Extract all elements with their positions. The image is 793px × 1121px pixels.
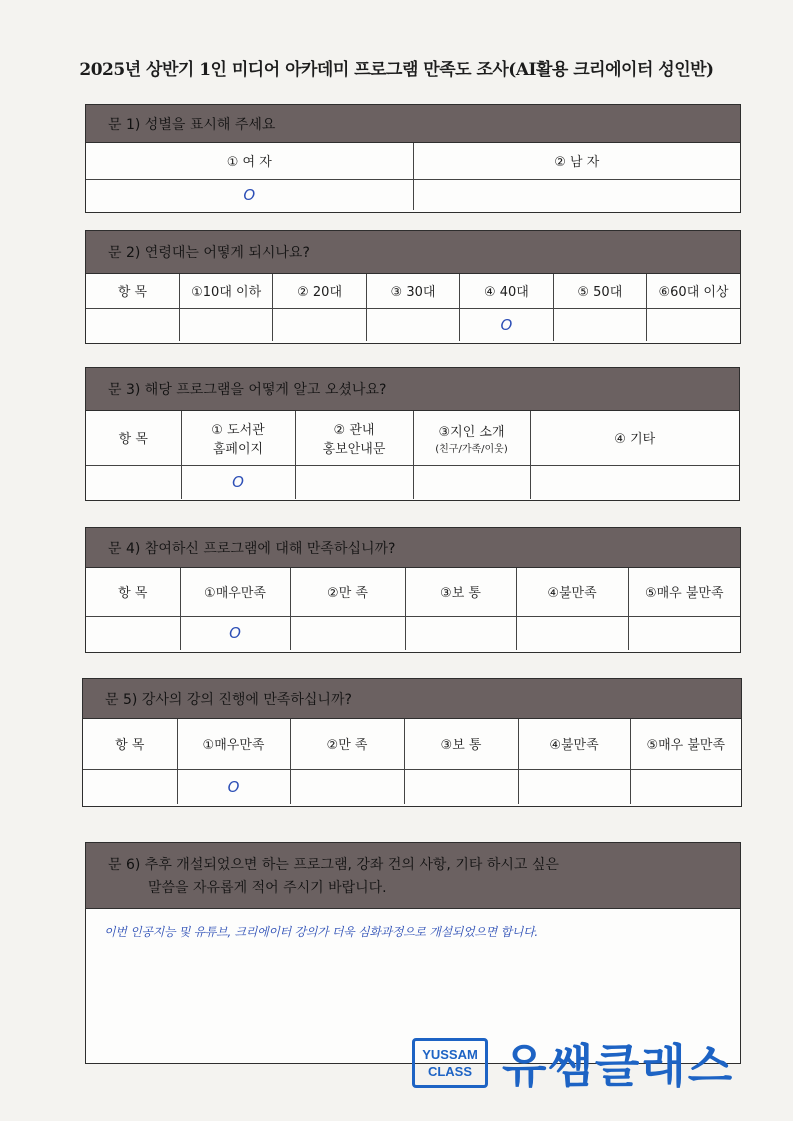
option-other — [530, 411, 739, 465]
answer-cell[interactable] — [518, 769, 630, 804]
answer-mark: O — [229, 624, 241, 643]
answer-cell[interactable] — [647, 308, 740, 341]
option-male: ② 남 자 — [413, 143, 740, 179]
answer-cell[interactable] — [366, 308, 459, 341]
answer-cell — [86, 616, 180, 650]
question-4-header: 문 4) 참여하신 프로그램에 대해 만족하십니까? — [86, 528, 740, 568]
question-2-header: 문 2) 연령대는 어떻게 되시나요? — [86, 231, 740, 274]
question-4-section — [85, 527, 741, 653]
option-referral — [413, 411, 530, 465]
item-label: 항 목 — [83, 719, 177, 769]
answer-cell[interactable] — [273, 308, 366, 341]
option-line: ④ 기타 — [614, 432, 656, 448]
answer-mark: O — [243, 185, 256, 204]
option-age-60s: ⑥60대 이상 — [647, 274, 740, 308]
option-line: ② 관내 — [333, 422, 375, 438]
question-1-section — [85, 104, 741, 213]
answer-mark: O — [500, 315, 513, 334]
answer-cell[interactable] — [516, 616, 628, 650]
answer-cell[interactable] — [628, 616, 740, 650]
question-1-header: 문 1) 성별을 표시해 주세요 — [86, 105, 740, 143]
answer-cell[interactable] — [86, 179, 413, 210]
answer-cell[interactable] — [553, 308, 646, 341]
answer-cell[interactable] — [413, 179, 740, 210]
answer-mark: O — [232, 473, 244, 492]
logo-badge-line: YUSSAM — [422, 1047, 478, 1062]
answer-cell[interactable] — [177, 769, 290, 804]
question-2-table — [86, 274, 740, 341]
answer-cell — [86, 308, 179, 341]
option-age-50s: ⑤ 50대 — [553, 274, 646, 308]
answer-cell[interactable] — [460, 308, 553, 341]
free-response-text: 이번 인공지능 및 유튜브, 크리에이터 강의가 더욱 심화과정으로 개설되었으면 합니다. — [104, 925, 538, 939]
yussam-class-logo — [412, 1030, 734, 1096]
question-2-section — [85, 230, 741, 344]
answer-cell[interactable] — [179, 308, 272, 341]
answer-mark: O — [227, 777, 240, 796]
question-5-section — [82, 678, 742, 807]
option-satisfied: ②만 족 — [290, 719, 404, 769]
option-neutral: ③보 통 — [405, 568, 516, 616]
answer-cell[interactable] — [630, 769, 741, 804]
logo-wordmark: 유쌤클래스 — [502, 1039, 735, 1093]
option-line: (친구/가족/이웃) — [435, 443, 508, 455]
item-label: 항 목 — [86, 411, 181, 465]
answer-cell[interactable] — [295, 465, 413, 499]
question-3-table — [86, 411, 739, 499]
option-library-homepage — [181, 411, 295, 465]
question-5-table — [83, 719, 741, 804]
option-satisfied: ②만 족 — [290, 568, 405, 616]
answer-cell[interactable] — [180, 616, 290, 650]
answer-cell[interactable] — [404, 769, 518, 804]
option-line: ① 도서관 — [211, 422, 265, 438]
option-local-flyer — [295, 411, 413, 465]
answer-cell — [86, 465, 181, 499]
option-very-dissatisfied: ⑤매우 불만족 — [630, 719, 741, 769]
option-very-dissatisfied: ⑤매우 불만족 — [628, 568, 740, 616]
option-line: ③지인 소개 — [438, 424, 505, 440]
answer-cell[interactable] — [413, 465, 530, 499]
option-neutral: ③보 통 — [404, 719, 518, 769]
question-6-line: 말씀을 자유롭게 적어 주시기 바랍니다. — [148, 880, 387, 896]
answer-cell[interactable] — [530, 465, 739, 499]
option-age-30s: ③ 30대 — [366, 274, 459, 308]
answer-cell[interactable] — [181, 465, 295, 499]
answer-cell[interactable] — [290, 616, 405, 650]
question-3-header: 문 3) 해당 프로그램을 어떻게 알고 오셨나요? — [86, 368, 739, 411]
answer-cell — [83, 769, 177, 804]
option-very-satisfied: ①매우만족 — [177, 719, 290, 769]
option-line: 홈페이지 — [212, 441, 264, 457]
option-age-20s: ② 20대 — [273, 274, 366, 308]
item-label: 항 목 — [86, 568, 180, 616]
logo-badge — [412, 1038, 488, 1088]
question-6-header — [86, 843, 740, 909]
page-title: 2025년 상반기 1인 미디어 아카데미 프로그램 만족도 조사(AI활용 크리에이터 성인반) — [79, 60, 714, 80]
item-label: 항 목 — [86, 274, 179, 308]
answer-cell[interactable] — [290, 769, 404, 804]
option-line: 홍보안내문 — [322, 441, 386, 457]
option-dissatisfied: ④불만족 — [518, 719, 630, 769]
option-very-satisfied: ①매우만족 — [180, 568, 290, 616]
question-5-header: 문 5) 강사의 강의 진행에 만족하십니까? — [83, 679, 741, 719]
option-female: ① 여 자 — [86, 143, 413, 179]
logo-badge-line: CLASS — [427, 1064, 473, 1079]
answer-cell[interactable] — [405, 616, 516, 650]
question-3-section — [85, 367, 740, 501]
option-dissatisfied: ④불만족 — [516, 568, 628, 616]
question-6-line: 문 6) 추후 개설되었으면 하는 프로그램, 강좌 건의 사항, 기타 하시고 싶은 — [108, 857, 559, 873]
option-age-10s: ①10대 이하 — [179, 274, 272, 308]
question-1-table — [86, 143, 740, 210]
question-4-table — [86, 568, 740, 650]
option-age-40s: ④ 40대 — [460, 274, 553, 308]
